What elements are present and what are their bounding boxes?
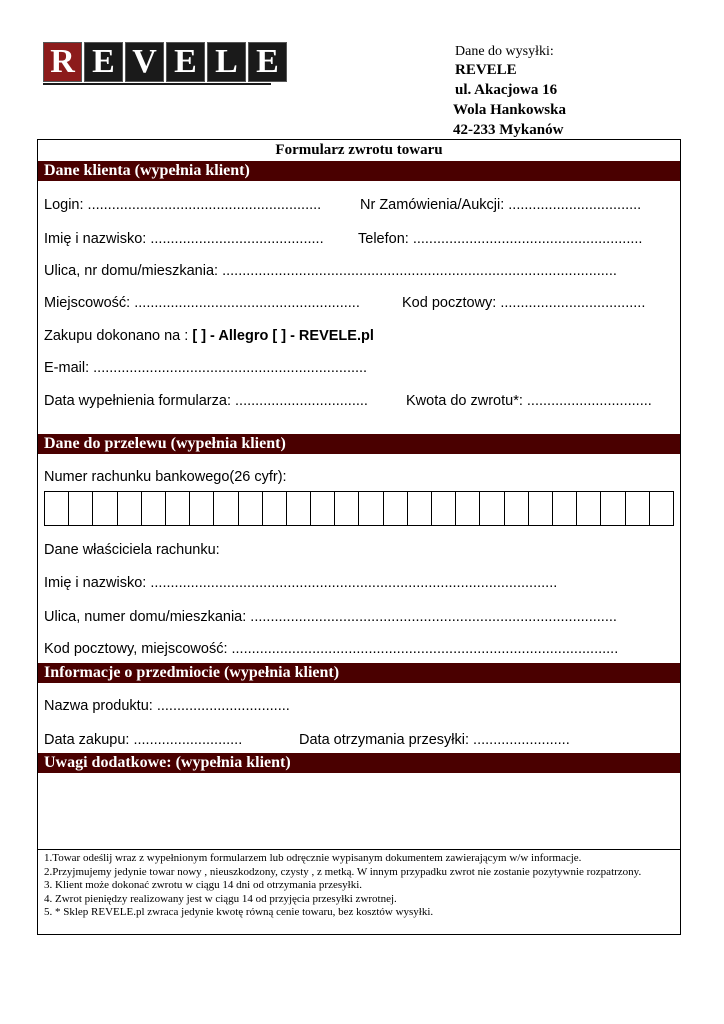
form-title: Formularz zwrotu towaru xyxy=(275,142,443,158)
digit-cell[interactable] xyxy=(626,492,650,525)
email-field[interactable]: E-mail: .................................................................... xyxy=(44,360,368,376)
digit-cell[interactable] xyxy=(505,492,529,525)
owner-street-field[interactable]: Ulica, numer domu/mieszkania: ........................................................................................... xyxy=(44,609,617,625)
section-notes-header: Uwagi dodatkowe: (wypełnia klient) xyxy=(38,753,680,773)
return-form xyxy=(37,139,681,935)
purchase-source xyxy=(44,328,374,344)
digit-cell[interactable] xyxy=(118,492,142,525)
order-number-field[interactable]: Nr Zamówienia/Aukcji: ................................. xyxy=(360,197,642,213)
footnote: 4. Zwrot pieniędzy realizowany jest w ciągu 14 od przyjęcia przesyłki zwrotnej. xyxy=(44,892,397,905)
owner-postal-field[interactable]: Kod pocztowy, miejscowość: ................................................................................................ xyxy=(44,641,619,657)
revele-logo xyxy=(43,42,287,82)
digit-cell[interactable] xyxy=(432,492,456,525)
digit-cell[interactable] xyxy=(359,492,383,525)
shipping-line: ul. Akacjowa 16 xyxy=(455,82,558,98)
digit-cell[interactable] xyxy=(93,492,117,525)
digit-cell[interactable] xyxy=(142,492,166,525)
footnote: 5. * Sklep REVELE.pl zwraca jedynie kwotę równą cenie towaru, bez kosztów wysyłki. xyxy=(44,906,434,918)
digit-cell[interactable] xyxy=(529,492,553,525)
digit-cell[interactable] xyxy=(553,492,577,525)
footnote: 2.Przyjmujemy jedynie towar nowy , nieuszkodzony, czysty , z metką. W innym przypadku zwrot nie zostanie pozytywnie rozpatrzony. xyxy=(44,865,642,878)
digit-cell[interactable] xyxy=(335,492,359,525)
digit-cell[interactable] xyxy=(456,492,480,525)
digit-cell[interactable] xyxy=(287,492,311,525)
digit-cell[interactable] xyxy=(214,492,238,525)
shipping-address xyxy=(453,44,566,140)
digit-cell[interactable] xyxy=(577,492,601,525)
footnote: 3. Klient może dokonać zwrotu w ciągu 14 dni od otrzymania przesyłki. xyxy=(44,879,362,891)
delivery-date-field[interactable]: Data otrzymania przesyłki: ........................ xyxy=(299,732,570,748)
digit-cell[interactable] xyxy=(69,492,93,525)
logo-letter: L xyxy=(207,42,246,82)
digit-cell[interactable] xyxy=(384,492,408,525)
notes-area[interactable] xyxy=(38,773,680,849)
section-transfer-header: Dane do przelewu (wypełnia klient) xyxy=(38,434,680,454)
amount-field[interactable]: Kwota do zwrotu*: ............................... xyxy=(406,393,652,409)
product-name-field[interactable]: Nazwa produktu: ................................. xyxy=(44,698,290,714)
purchase-date-field[interactable]: Data zakupu: ........................... xyxy=(44,732,243,748)
account-number-grid[interactable] xyxy=(44,491,674,526)
logo-letter: E xyxy=(84,42,123,82)
phone-field[interactable]: Telefon: ......................................................... xyxy=(358,231,643,247)
digit-cell[interactable] xyxy=(190,492,214,525)
digit-cell[interactable] xyxy=(239,492,263,525)
digit-cell[interactable] xyxy=(263,492,287,525)
logo-letter: R xyxy=(43,42,82,82)
owner-name-field[interactable]: Imię i nazwisko: ..................................................................................................... xyxy=(44,575,558,591)
logo-underline xyxy=(43,83,271,85)
logo-letter: E xyxy=(248,42,287,82)
login-field[interactable]: Login: .......................................................... xyxy=(44,197,322,213)
date-filled-field[interactable]: Data wypełnienia formularza: ................................. xyxy=(44,393,368,409)
digit-cell[interactable] xyxy=(311,492,335,525)
city-field[interactable]: Miejscowość: ........................................................ xyxy=(44,295,360,311)
digit-cell[interactable] xyxy=(166,492,190,525)
digit-cell[interactable] xyxy=(650,492,673,525)
street-field[interactable]: Ulica, nr domu/mieszkania: .................................................................................................. xyxy=(44,263,617,279)
purchase-source-options[interactable]: [ ] - Allegro [ ] - REVELE.pl xyxy=(192,328,374,344)
logo-letter: V xyxy=(125,42,164,82)
section-item-header: Informacje o przedmiocie (wypełnia klient) xyxy=(38,663,680,683)
name-field[interactable]: Imię i nazwisko: ........................................... xyxy=(44,231,324,247)
shipping-line: 42-233 Mykanów xyxy=(453,122,564,138)
purchase-source-label: Zakupu dokonano na : xyxy=(44,328,193,344)
section-client-header: Dane klienta (wypełnia klient) xyxy=(38,161,680,181)
digit-cell[interactable] xyxy=(601,492,625,525)
account-number-label: Numer rachunku bankowego(26 cyfr): xyxy=(44,469,287,485)
owner-label: Dane właściciela rachunku: xyxy=(44,542,220,558)
logo-letter: E xyxy=(166,42,205,82)
shipping-line: REVELE xyxy=(455,62,517,78)
footnotes xyxy=(44,852,669,920)
digit-cell[interactable] xyxy=(480,492,504,525)
postal-field[interactable]: Kod pocztowy: .................................... xyxy=(402,295,646,311)
notes-divider xyxy=(38,849,680,850)
shipping-line: Wola Hankowska xyxy=(453,102,566,118)
digit-cell[interactable] xyxy=(408,492,432,525)
shipping-label: Dane do wysyłki: xyxy=(455,44,554,59)
footnote: 1.Towar odeślij wraz z wypełnionym formularzem lub odręcznie wypisanym dokumentem zawierającym w/w informacje. xyxy=(44,852,582,864)
digit-cell[interactable] xyxy=(45,492,69,525)
